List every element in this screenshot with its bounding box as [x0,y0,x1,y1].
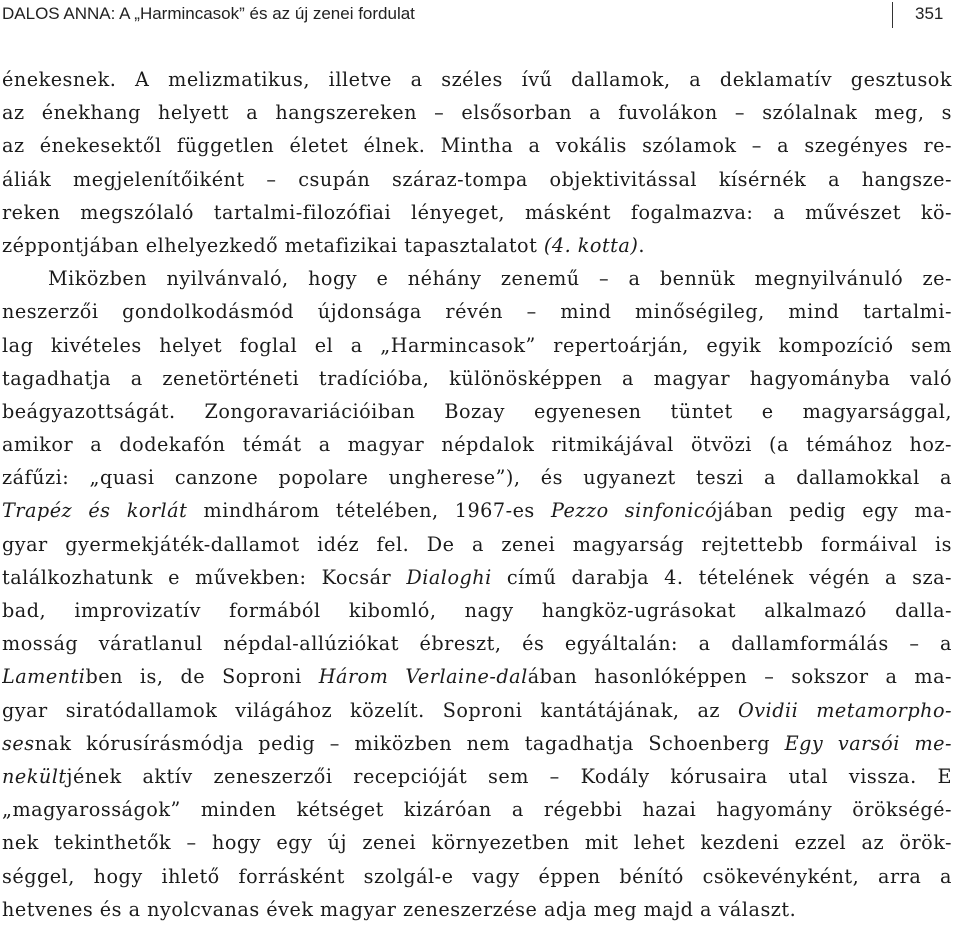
text-run: jének aktív zeneszerzői recepcióját sem – Kodály kórusaira utal vissza. E [66,764,952,788]
italic-title: Trapéz és korlát [2,499,188,523]
text-run: találkozhatunk e művekben: Kocsár [2,565,407,589]
text-run: reken megszólaló tartalmi-filozófiai lényeget, másként fogalmazva: a művészet kö- [2,200,952,224]
text-line [2,196,952,229]
text-run: című darabja 4. tételének végén a sza- [491,565,952,589]
page-number: 351 [915,4,944,23]
text-line [2,395,952,428]
italic-title: nekült [2,764,67,788]
text-line [2,329,952,362]
text-run: lag kivételes helyet foglal el a „Harmincasok” repertoárján, egyik kompozíció sem [2,333,952,357]
text-run: hetvenes és a nyolcvanas évek magyar zeneszerzése adja meg majd a választ. [2,897,797,921]
italic-title: Három Verlaine-dal [318,665,528,689]
text-line [2,760,952,793]
text-line [2,461,952,494]
text-run: ben is, de Soproni [85,665,319,689]
text-run: énekesnek. A melizmatikus, illetve a széles ívű dallamok, a deklamatív gesztusok [2,68,952,91]
text-run: gyar gyermekjáték-dallamot idéz fel. De a zenei magyarság rejtettebb formáival is [2,532,952,556]
text-line [2,96,952,129]
text-run: beágyazottságát. Zongoravariációiban Bozay egyenesen tüntet e magyarsággal, [2,399,952,423]
text-run: nak kórusírásmódja pedig – miközben nem tagadhatja Schoenberg [34,731,785,755]
text-line [2,262,952,295]
text-line [2,826,952,859]
text-run: ában hasonlóképpen – sokszor a ma- [527,665,952,689]
text-line [2,362,952,395]
text-run: bad, improvizatív formából kibomló, nagy hangköz-ugrásokat alkalmazó dalla- [2,599,952,622]
text-line [2,129,952,162]
text-run: neszerzői gondolkodásmód újdonsága révén – mind minőségileg, mind tartalmi- [2,300,952,324]
italic-title: Ovidii metamorpho- [737,698,952,722]
text-line [2,428,952,461]
text-line [2,860,952,893]
running-head: DALOS ANNA: A „Harmincasok” és az új zenei fordulat [2,4,415,23]
text-run: Miközben nyilvánvaló, hogy e néhány zenemű – a bennük megnyilvánuló ze- [48,267,952,291]
text-run: az énekesektől független életet élnek. Mintha a vokális szólamok – a szegényes re- [2,134,952,158]
italic-title: Egy varsói me- [784,731,952,755]
text-line [2,694,952,727]
text-line [2,295,952,328]
italic-title: Pezzo sinfonicó [550,499,718,523]
italic-title: Dialoghi [406,565,492,589]
text-line [2,63,952,96]
text-run: jában pedig egy ma- [717,499,952,523]
text-run: záfűzi: „quasi canzone popolare ungherese”), és ugyanezt teszi a dallamokkal a [2,466,952,490]
italic-title: Lamenti [2,665,86,689]
text-run: az énekhang helyett a hangszereken – elsősorban a fuvolákon – szólalnak meg, s [2,101,952,125]
text-run: amikor a dodekafón témát a magyar népdalok ritmikájával ötvözi (a témához hoz- [2,433,952,457]
italic-title: ses [2,731,35,755]
text-run: mosság váratlanul népdal-allúziókat ébreszt, és egyáltalán: a dallamformálás – a [2,632,952,656]
text-run: zéppontjában elhelyezkedő metafizikai tapasztalatot [2,233,544,257]
text-line [2,727,952,760]
text-run: . [638,233,645,257]
text-line [2,594,952,627]
text-line [2,561,952,594]
text-line [2,793,952,826]
italic-title: (4. kotta) [543,233,639,257]
text-line [2,163,952,196]
text-line [2,627,952,660]
text-run: séggel, hogy ihlető forrásként szolgál-e vagy éppen bénító csökevényként, arra a [2,864,952,888]
text-run: tagadhatja a zenetörténeti tradícióba, különösképpen a magyar hagyományba való [2,366,952,390]
text-run: mindhárom tételében, 1967-es [187,499,551,523]
text-run: nek tekinthetők – hogy egy új zenei környezetben mit lehet kezdeni ezzel az örök- [2,831,952,855]
text-line [2,660,952,693]
text-run: áliák megjelenítőiként – csupán száraz-tompa objektivitással kísérnék a hangsze- [2,167,952,191]
text-line [2,494,952,527]
text-line [2,528,952,561]
text-line [2,229,952,262]
text-line [2,893,952,926]
text-run: „magyarosságok” minden kétséget kizáróan a régebbi hazai hagyomány örökségé- [2,798,952,822]
running-header [0,0,960,30]
body-text [2,63,952,926]
header-divider [892,2,893,28]
text-run: gyar siratódallamok világához közelít. Soproni kantátájának, az [2,698,738,722]
